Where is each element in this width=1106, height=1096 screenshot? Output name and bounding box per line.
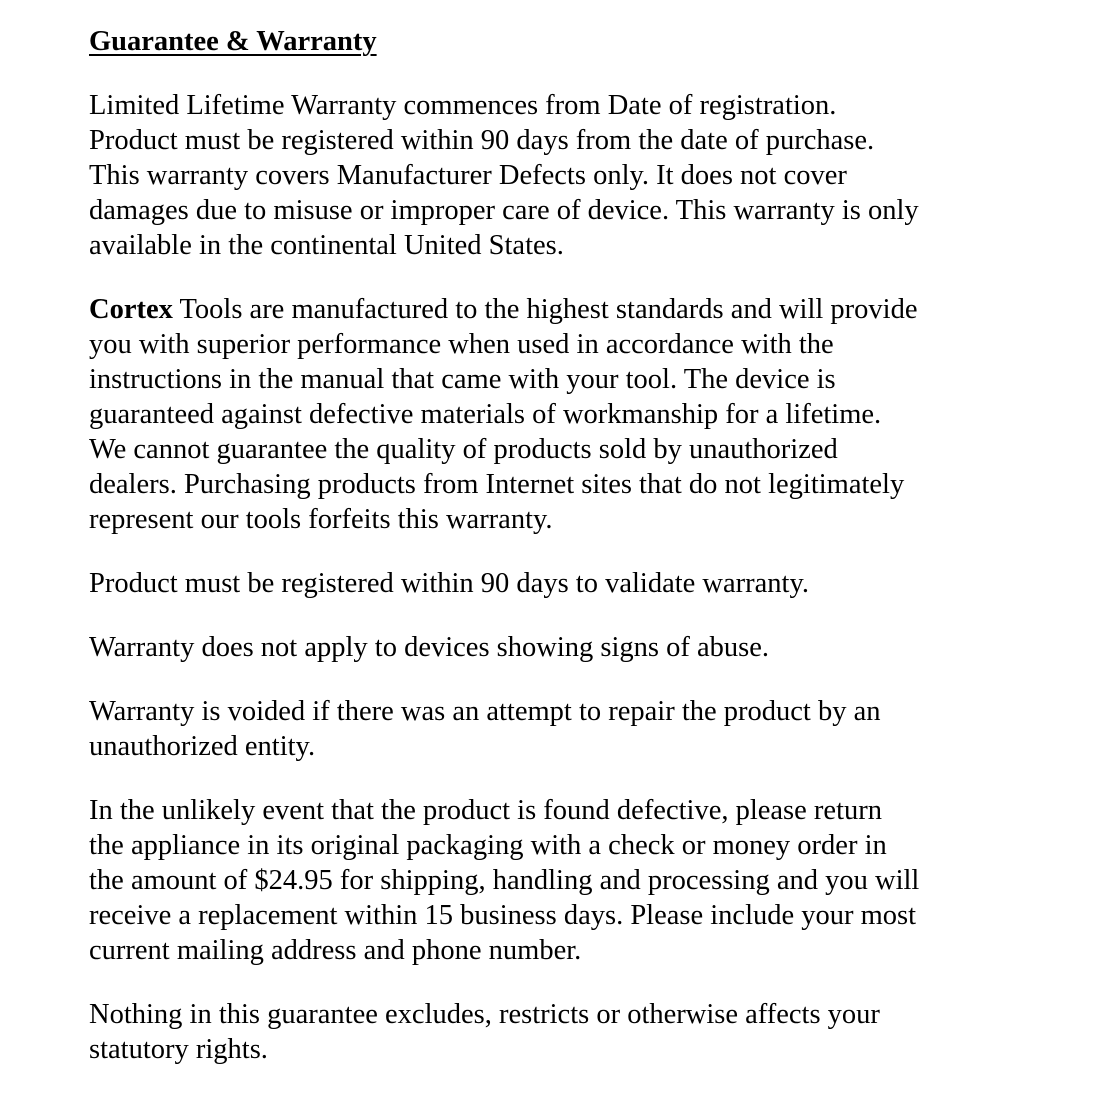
text-line: Limited Lifetime Warranty commences from Date of registration. (89, 90, 837, 121)
text-line: guaranteed against defective materials of workmanship for a lifetime. (89, 399, 882, 430)
paragraph-return (89, 793, 1079, 968)
paragraph-validate (89, 566, 1079, 601)
text-line: represent our tools forfeits this warranty. (89, 504, 553, 535)
paragraph-quality (89, 292, 1079, 537)
text-line: We cannot guarantee the quality of products sold by unauthorized (89, 434, 838, 465)
text-line: damages due to misuse or improper care of device. This warranty is only (89, 195, 919, 226)
text-line: the amount of $24.95 for shipping, handling and processing and you will (89, 865, 920, 896)
text-line: Product must be registered within 90 days to validate warranty. (89, 568, 809, 599)
document-body (89, 24, 1079, 1096)
text-line: the appliance in its original packaging with a check or money order in (89, 830, 887, 861)
text-line: Warranty is voided if there was an attempt to repair the product by an (89, 696, 881, 727)
text-line: instructions in the manual that came with your tool. The device is (89, 364, 836, 395)
document-title: Guarantee & Warranty (89, 26, 377, 57)
text-line (89, 292, 1079, 327)
paragraph-voided (89, 694, 1079, 764)
text-line: Warranty does not apply to devices showing signs of abuse. (89, 632, 769, 663)
brand-name: Cortex (89, 294, 173, 325)
text-line: unauthorized entity. (89, 731, 316, 762)
text-line: Product must be registered within 90 days from the date of purchase. (89, 125, 875, 156)
text-line: dealers. Purchasing products from Internet sites that do not legitimately (89, 469, 905, 500)
text-line: available in the continental United States. (89, 230, 564, 261)
paragraph-abuse (89, 630, 1079, 665)
paragraph-statutory (89, 997, 1079, 1067)
text-line: This warranty covers Manufacturer Defects only. It does not cover (89, 160, 847, 191)
text-line: receive a replacement within 15 business days. Please include your most (89, 900, 917, 931)
text-line: Nothing in this guarantee excludes, restricts or otherwise affects your (89, 999, 880, 1030)
text-line: statutory rights. (89, 1034, 268, 1065)
text-line: current mailing address and phone number. (89, 935, 582, 966)
paragraph-registration (89, 88, 1079, 263)
text-segment: Tools are manufactured to the highest standards and will provide (172, 294, 918, 325)
text-line: you with superior performance when used in accordance with the (89, 329, 834, 360)
text-line: In the unlikely event that the product is found defective, please return (89, 795, 882, 826)
